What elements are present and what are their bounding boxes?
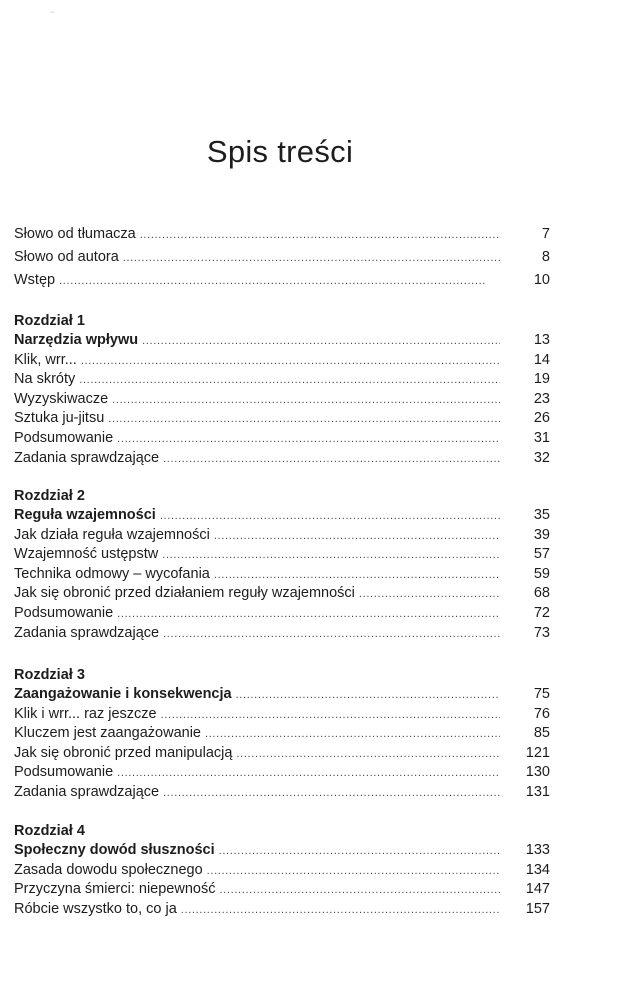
toc-entry-label: Róbcie wszystko to, co ja <box>14 900 177 917</box>
toc-entry-label: Jak się obronić przed działaniem reguły wzajemności <box>14 585 355 602</box>
toc-page-number: 39 <box>533 526 550 543</box>
toc-entry[interactable] <box>14 449 550 469</box>
toc-entry[interactable] <box>14 604 550 624</box>
dot-leader <box>79 371 500 391</box>
chapter-heading: Rozdział 1 <box>14 313 85 329</box>
dot-leader <box>162 546 500 566</box>
dot-leader <box>163 625 500 645</box>
toc-entry-label: Wyzyskiwacze <box>14 390 109 407</box>
toc-entry-label: Słowo od autora <box>14 249 119 265</box>
toc-entry-label: Podsumowanie <box>14 429 114 446</box>
dot-leader <box>112 391 500 411</box>
toc-entry-label: Jak się obronić przed manipulacją <box>14 744 233 761</box>
dot-leader <box>140 224 500 247</box>
toc-page-number: 19 <box>533 371 550 388</box>
toc-page-number: 130 <box>525 764 550 781</box>
chapter-title-entry[interactable] <box>14 841 550 861</box>
dot-leader <box>359 585 500 605</box>
scan-mark: ~ <box>50 8 55 17</box>
toc-page-number: 72 <box>533 604 550 621</box>
toc-page-number: 8 <box>541 249 550 265</box>
dot-leader <box>236 745 500 765</box>
toc-entry[interactable] <box>14 390 550 410</box>
toc-entry[interactable] <box>14 783 550 803</box>
toc-entry[interactable] <box>14 880 550 900</box>
toc-entry[interactable] <box>14 744 550 764</box>
dot-leader <box>163 784 500 804</box>
toc-page-number: 31 <box>533 429 550 446</box>
toc-page-number: 32 <box>533 449 550 466</box>
toc-entry[interactable] <box>14 429 550 449</box>
toc-entry-label: Podsumowanie <box>14 604 114 621</box>
toc-page-number: 131 <box>525 783 550 800</box>
toc-entry-label: Narzędzia wpływu <box>14 332 139 348</box>
chapter-1 <box>14 311 550 468</box>
toc-page-number: 73 <box>533 624 550 641</box>
toc-entry[interactable] <box>14 565 550 585</box>
toc-entry[interactable] <box>14 861 550 881</box>
toc-entry[interactable] <box>14 409 550 429</box>
toc-page-number: 121 <box>525 744 550 761</box>
toc-entry[interactable] <box>14 900 550 920</box>
toc-entry-label: Reguła wzajemności <box>14 507 156 523</box>
dot-leader <box>142 332 500 352</box>
toc-entry-label: Kluczem jest zaangażowanie <box>14 725 201 742</box>
dot-leader <box>181 901 500 921</box>
dot-leader <box>161 706 500 726</box>
dot-leader <box>219 881 500 901</box>
page-title: Spis treści <box>206 133 354 169</box>
toc-page-number: 75 <box>533 686 550 702</box>
chapter-heading: Rozdział 2 <box>14 488 85 504</box>
dot-leader <box>117 430 500 450</box>
dot-leader <box>163 450 500 470</box>
dot-leader <box>160 507 500 527</box>
toc-entry-label: Zadania sprawdzające <box>14 624 160 641</box>
toc-entry[interactable] <box>14 223 550 246</box>
chapter-3 <box>14 665 550 803</box>
toc-page-number: 59 <box>533 565 550 582</box>
toc-entry-label: Zaangażowanie i konsekwencja <box>14 686 232 702</box>
toc-entry[interactable] <box>14 246 550 269</box>
toc-entry-label: Społeczny dowód słuszności <box>14 842 215 858</box>
dot-leader <box>207 862 500 882</box>
toc-page-number: 26 <box>533 410 550 427</box>
toc-entry[interactable] <box>14 624 550 644</box>
front-matter-list <box>14 223 550 292</box>
dot-leader <box>108 410 500 430</box>
toc-entry-label: Zasada dowodu społecznego <box>14 861 203 878</box>
dot-leader <box>117 605 500 625</box>
toc-page-number: 76 <box>533 705 550 722</box>
toc-entry[interactable] <box>14 763 550 783</box>
chapter-2 <box>14 486 550 643</box>
dot-leader <box>214 566 500 586</box>
dot-leader <box>205 725 500 745</box>
toc-entry[interactable] <box>14 526 550 546</box>
chapter-title-entry[interactable] <box>14 685 550 705</box>
toc-page-number: 57 <box>533 546 550 563</box>
dot-leader <box>81 352 500 372</box>
toc-entry-label: Przyczyna śmierci: niepewność <box>14 881 216 898</box>
toc-page-number: 10 <box>533 272 550 288</box>
toc-entry-label: Jak działa reguła wzajemności <box>14 526 210 543</box>
toc-page-number: 14 <box>533 351 550 368</box>
chapter-title-entry[interactable] <box>14 506 550 526</box>
toc-entry-label: Klik i wrr... raz jeszcze <box>14 705 157 722</box>
toc-entry[interactable] <box>14 724 550 744</box>
toc-entry-label: Wstęp <box>14 272 56 288</box>
toc-entry-label: Podsumowanie <box>14 764 114 781</box>
dot-leader <box>236 686 500 706</box>
chapter-4 <box>14 821 550 919</box>
toc-page-number: 134 <box>525 861 550 878</box>
toc-entry-label: Klik, wrr... <box>14 351 77 368</box>
chapter-heading: Rozdział 4 <box>14 823 85 839</box>
toc-page-number: 147 <box>525 881 550 898</box>
toc-page-number: 85 <box>533 725 550 742</box>
toc-entry-label: Sztuka ju-jitsu <box>14 410 105 427</box>
toc-page-number: 157 <box>525 900 550 917</box>
toc-entry[interactable] <box>14 370 550 390</box>
toc-entry-label: Zadania sprawdzające <box>14 783 160 800</box>
chapter-title-entry[interactable] <box>14 331 550 351</box>
dot-leader <box>123 247 500 270</box>
dot-leader <box>214 527 500 547</box>
dot-leader <box>219 842 500 862</box>
toc-entry[interactable] <box>14 584 550 604</box>
dot-leader <box>59 270 500 293</box>
toc-entry-label: Technika odmowy – wycofania <box>14 565 210 582</box>
toc-page-number: 35 <box>533 507 550 523</box>
toc-page-number: 68 <box>533 585 550 602</box>
toc-entry[interactable] <box>14 269 550 292</box>
toc-page-number: 13 <box>533 332 550 348</box>
toc-page-number: 133 <box>525 842 550 858</box>
toc-page-number: 7 <box>541 226 550 242</box>
toc-entry-label: Słowo od tłumacza <box>14 226 136 242</box>
toc-entry-label: Zadania sprawdzające <box>14 449 160 466</box>
dot-leader <box>117 764 500 784</box>
toc-entry[interactable] <box>14 705 550 725</box>
toc-page-number: 23 <box>533 390 550 407</box>
toc-entry-label: Na skróty <box>14 371 76 388</box>
toc-entry[interactable] <box>14 351 550 371</box>
toc-entry[interactable] <box>14 545 550 565</box>
toc-entry-label: Wzajemność ustępstw <box>14 546 159 563</box>
chapter-heading: Rozdział 3 <box>14 667 85 683</box>
